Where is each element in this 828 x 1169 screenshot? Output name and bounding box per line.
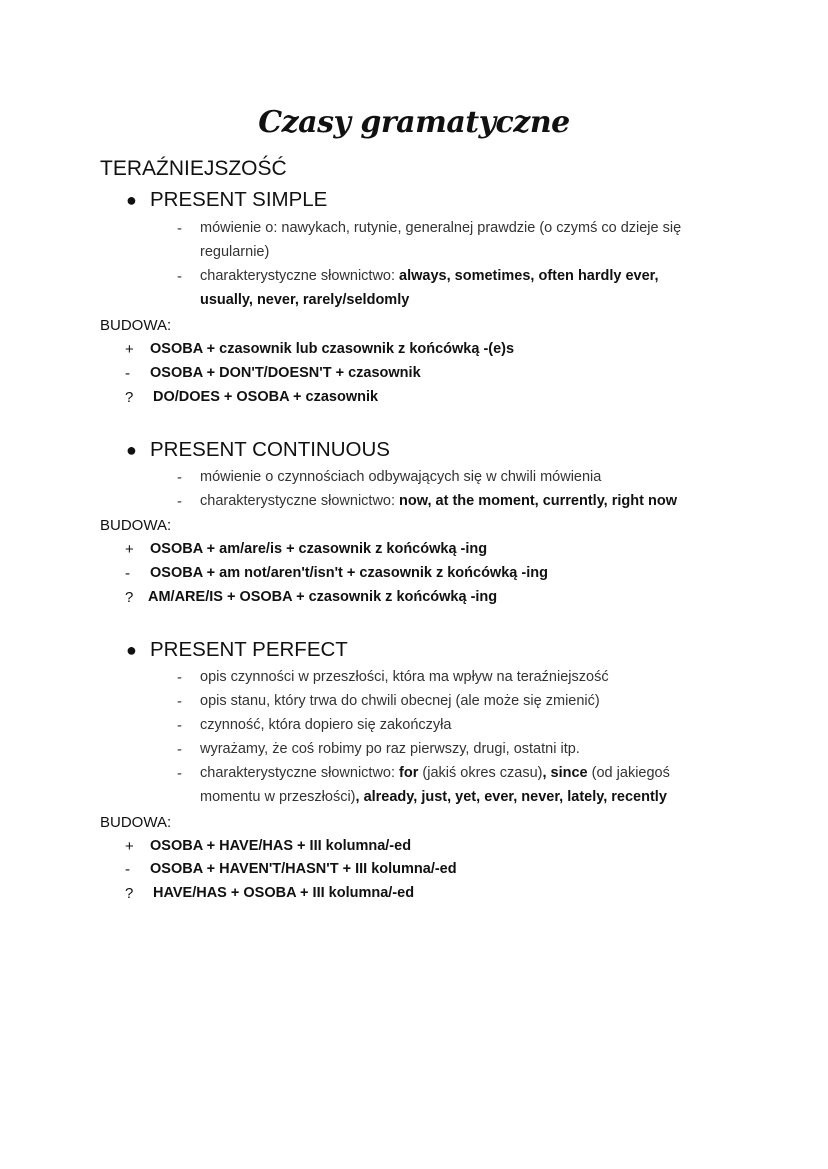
vocab-bold: for bbox=[399, 765, 419, 781]
list-item: opis stanu, który trwa do chwili obecnej (ale może się zmienić) bbox=[200, 693, 600, 709]
list-item bbox=[200, 269, 659, 284]
item-text: momentu w przeszłości) bbox=[200, 789, 356, 805]
list-item bbox=[200, 766, 670, 781]
dash-icon: - bbox=[177, 268, 182, 285]
budowa-label: BUDOWA: bbox=[100, 517, 172, 534]
bullet-icon: ● bbox=[126, 440, 137, 460]
list-item-continued bbox=[200, 293, 409, 308]
bullet-icon: ● bbox=[126, 640, 137, 660]
question-sign: ? bbox=[125, 389, 134, 406]
list-item-continued: regularnie) bbox=[200, 244, 270, 260]
structure-question: AM/ARE/IS + OSOBA + czasownik z końcówką -ing bbox=[148, 589, 498, 605]
heading-present-simple: PRESENT SIMPLE bbox=[150, 188, 328, 211]
item-text: charakterystyczne słownictwo: bbox=[200, 268, 400, 284]
list-item: mówienie o: nawykach, rutynie, generalnej prawdzie (o czymś co dzieje się bbox=[200, 220, 682, 236]
structure-affirmative: OSOBA + HAVE/HAS + III kolumna/-ed bbox=[150, 838, 412, 854]
dash-icon: - bbox=[177, 765, 182, 782]
plus-sign: + bbox=[125, 541, 134, 558]
item-text: charakterystyczne słownictwo: bbox=[200, 493, 400, 509]
dash-icon: - bbox=[177, 717, 182, 734]
budowa-label: BUDOWA: bbox=[100, 814, 172, 831]
list-item: wyrażamy, że coś robimy po raz pierwszy, drugi, ostatni itp. bbox=[200, 741, 580, 757]
structure-question: HAVE/HAS + OSOBA + III kolumna/-ed bbox=[153, 885, 415, 901]
list-item: mówienie o czynnościach odbywających się w chwili mówienia bbox=[200, 469, 602, 485]
dash-icon: - bbox=[177, 493, 182, 510]
structure-affirmative: OSOBA + am/are/is + czasownik z końcówką -ing bbox=[150, 541, 488, 557]
minus-sign: - bbox=[125, 861, 130, 878]
dash-icon: - bbox=[177, 741, 182, 758]
structure-negative: OSOBA + HAVEN'T/HASN'T + III kolumna/-ed bbox=[150, 861, 457, 877]
structure-question: DO/DOES + OSOBA + czasownik bbox=[153, 389, 379, 405]
list-item: czynność, która dopiero się zakończyła bbox=[200, 717, 452, 733]
minus-sign: - bbox=[125, 365, 130, 382]
structure-negative: OSOBA + DON'T/DOESN'T + czasownik bbox=[150, 365, 421, 381]
structure-negative: OSOBA + am not/aren't/isn't + czasownik z końcówką -ing bbox=[150, 565, 548, 581]
question-sign: ? bbox=[125, 885, 134, 902]
vocab-bold: now, at the moment, currently, right now bbox=[399, 493, 677, 509]
dash-icon: - bbox=[177, 469, 182, 486]
minus-sign: - bbox=[125, 565, 130, 582]
dash-icon: - bbox=[177, 220, 182, 237]
budowa-label: BUDOWA: bbox=[100, 317, 172, 334]
bullet-icon: ● bbox=[126, 190, 137, 210]
list-item bbox=[200, 494, 677, 509]
list-item-continued bbox=[200, 790, 667, 805]
plus-sign: + bbox=[125, 341, 134, 358]
plus-sign: + bbox=[125, 838, 134, 855]
vocab-bold: always, sometimes, often hardly ever, bbox=[399, 268, 659, 284]
dash-icon: - bbox=[177, 669, 182, 686]
vocab-bold: , already, just, yet, ever, never, lately, recently bbox=[355, 789, 667, 805]
list-item: opis czynności w przeszłości, która ma wpływ na teraźniejszość bbox=[200, 669, 609, 685]
vocab-bold: usually, never, rarely/seldomly bbox=[200, 292, 410, 308]
page-title: Czasy gramatyczne bbox=[258, 105, 570, 140]
heading-present-continuous: PRESENT CONTINUOUS bbox=[150, 438, 390, 461]
dash-icon: - bbox=[177, 693, 182, 710]
item-text: (od jakiegoś bbox=[587, 765, 670, 781]
structure-affirmative: OSOBA + czasownik lub czasownik z końcówką -(e)s bbox=[150, 341, 515, 357]
question-sign: ? bbox=[125, 589, 134, 606]
vocab-bold: since bbox=[550, 765, 588, 781]
item-text: (jakiś okres czasu) bbox=[418, 765, 543, 781]
vocab-bold: , bbox=[542, 765, 551, 781]
item-text: charakterystyczne słownictwo: bbox=[200, 765, 400, 781]
section-heading: TERAŹNIEJSZOŚĆ bbox=[100, 157, 287, 180]
heading-present-perfect: PRESENT PERFECT bbox=[150, 638, 348, 661]
